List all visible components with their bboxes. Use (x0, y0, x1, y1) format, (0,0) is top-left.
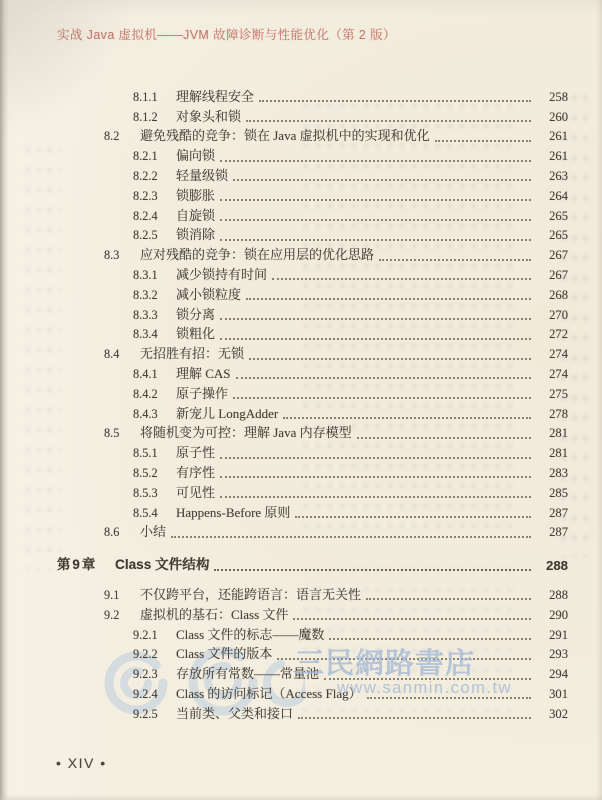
toc-entry-title: 轻量级锁 (176, 167, 229, 183)
toc-entry (0, 206, 602, 226)
dot-leader (298, 717, 531, 719)
toc-entry-number: 9.2.5 (133, 706, 158, 721)
dot-leader (379, 259, 531, 261)
toc-entry-page: 261 (549, 149, 568, 164)
toc-entry-number: 8.2.2 (133, 168, 158, 183)
toc-entry-page: 291 (549, 627, 568, 642)
watermark-url: www.sanmin.com.tw (337, 679, 512, 697)
toc-entry (0, 127, 602, 147)
dot-leader (283, 417, 531, 419)
toc-entry-number: 9.2.4 (133, 686, 158, 701)
book-title-header: 实战 Java 虚拟机——JVM 故障诊断与性能优化（第 2 版） (57, 28, 396, 42)
toc-entry-page: 263 (549, 168, 568, 183)
toc-entry (0, 265, 602, 285)
toc-entry-title: 不仅跨平台，还能跨语言：语言无关性 (140, 586, 362, 602)
dot-leader (357, 437, 531, 439)
toc-entry (0, 285, 602, 305)
scan-edge-right (596, 0, 602, 800)
dot-leader (220, 160, 531, 162)
toc-entry-number: 9.1 (104, 587, 120, 602)
toc-entry-number: 8.5.3 (133, 485, 158, 500)
toc-entry-page: 293 (549, 647, 568, 662)
dot-leader (233, 179, 531, 181)
page-number-footer: • XIV • (56, 755, 107, 771)
table-of-contents (0, 87, 602, 724)
scan-edge-left (0, 0, 9, 800)
dot-leader (236, 377, 531, 379)
toc-entry (0, 384, 602, 404)
dot-leader (233, 397, 531, 399)
toc-entry-page: 265 (549, 208, 568, 223)
toc-entry (0, 226, 602, 246)
toc-entry-number: 8.5 (104, 426, 120, 441)
toc-entry (0, 424, 602, 444)
toc-entry-page: 287 (549, 525, 568, 540)
toc-entry-number: 9.2.2 (133, 647, 158, 662)
dot-leader (220, 239, 531, 241)
toc-entry-page: 264 (549, 188, 568, 203)
toc-entry-number: 8.2.1 (133, 149, 158, 164)
toc-entry-page: 260 (549, 109, 568, 124)
dot-leader (295, 516, 531, 518)
toc-entry-title: 虚拟机的基石：Class 文件 (140, 606, 289, 622)
toc-entry-page: 274 (549, 347, 568, 362)
toc-entry (0, 404, 602, 424)
dot-leader (246, 120, 531, 122)
toc-entry-page: 288 (549, 587, 568, 602)
toc-entry-page: 268 (549, 287, 568, 302)
toc-entry-number: 8.2 (104, 129, 120, 144)
toc-entry-number: 8.4.2 (133, 386, 158, 401)
toc-entry-title: 避免残酷的竞争：锁在 Java 虚拟机中的实现和优化 (140, 128, 430, 144)
toc-entry (0, 555, 602, 575)
toc-entry-number: 8.2.5 (133, 228, 158, 243)
toc-entry-number: 8.3.3 (133, 307, 158, 322)
dot-leader (220, 219, 531, 221)
toc-entry-page: 261 (549, 129, 568, 144)
toc-entry-number: 8.5.2 (133, 465, 158, 480)
toc-entry-title: 减少锁持有时间 (176, 266, 268, 282)
toc-entry-number: 8.5.1 (133, 446, 158, 461)
toc-entry-title: 小结 (140, 524, 167, 540)
toc-entry-number: 8.3.2 (133, 287, 158, 302)
dot-leader (259, 100, 531, 102)
toc-entry-number: 8.3 (104, 248, 120, 263)
toc-entry-title: Class 文件结构 (115, 557, 210, 573)
watermark-store-name: 三民網路書店 (295, 648, 476, 680)
toc-entry-page: 270 (549, 307, 568, 322)
toc-entry-page: 278 (549, 406, 568, 421)
toc-entry-title: 对象头和锁 (176, 108, 242, 124)
dot-leader (220, 476, 531, 478)
toc-entry-number: 8.4 (104, 347, 120, 362)
scan-edge-bottom (0, 794, 602, 800)
toc-entry-page: 274 (549, 366, 568, 381)
toc-entry-title: 有序性 (176, 464, 216, 480)
toc-entry-page: 283 (549, 465, 568, 480)
toc-entry-title: 无招胜有招：无锁 (140, 346, 245, 362)
toc-entry-page: 275 (549, 386, 568, 401)
toc-entry-number: 8.2.3 (133, 188, 158, 203)
toc-entry (0, 305, 602, 325)
toc-entry-title: 锁粗化 (176, 326, 216, 342)
toc-entry-number: 8.1.1 (133, 89, 158, 104)
toc-entry-number: 9.2 (104, 607, 120, 622)
dot-leader (220, 338, 531, 340)
toc-entry-title: 锁膨胀 (176, 187, 216, 203)
dot-leader (329, 638, 531, 640)
toc-entry-title: Class 文件的版本 (176, 646, 273, 662)
toc-entry-number: 8.3.4 (133, 327, 158, 342)
toc-entry-page: 302 (549, 706, 568, 721)
toc-entry-title: 原子性 (176, 445, 216, 461)
dot-leader (272, 278, 531, 280)
toc-entry-title: Class 的访问标记（Access Flag） (176, 685, 362, 701)
dot-leader (220, 318, 531, 320)
toc-entry-page: 272 (549, 327, 568, 342)
toc-entry (0, 443, 602, 463)
toc-entry-number: 8.1.2 (133, 109, 158, 124)
toc-entry-title: 将随机变为可控：理解 Java 内存模型 (140, 425, 352, 441)
toc-entry-page: 258 (549, 89, 568, 104)
toc-entry (0, 463, 602, 483)
toc-entry-page: 267 (549, 248, 568, 263)
toc-entry-title: 存放所有常数——常量池 (176, 666, 320, 682)
toc-entry (0, 245, 602, 265)
toc-entry-page: 287 (549, 505, 568, 520)
toc-entry (0, 87, 602, 107)
toc-entry-title: Happens-Before 原则 (176, 504, 291, 520)
toc-entry-title: Class 文件的标志——魔数 (176, 626, 325, 642)
toc-entry-page: 288 (545, 558, 568, 574)
toc-entry (0, 523, 602, 543)
toc-entry (0, 364, 602, 384)
toc-entry-title: 理解线程安全 (176, 88, 255, 104)
toc-entry (0, 107, 602, 127)
toc-entry-title: 减小锁粒度 (176, 286, 242, 302)
dot-leader (293, 618, 531, 620)
toc-entry (0, 146, 602, 166)
toc-entry-title: 原子操作 (176, 385, 229, 401)
toc-entry-number: 8.4.3 (133, 406, 158, 421)
toc-entry-title: 当前类、父类和接口 (176, 705, 294, 721)
toc-entry-number: 8.3.1 (133, 267, 158, 282)
toc-entry-page: 294 (549, 667, 568, 682)
toc-entry-number: 8.5.4 (133, 505, 158, 520)
toc-entry (0, 585, 602, 605)
toc-entry-page: 301 (549, 686, 568, 701)
toc-entry-page: 267 (549, 267, 568, 282)
toc-entry (0, 503, 602, 523)
toc-entry (0, 483, 602, 503)
toc-entry-page: 265 (549, 228, 568, 243)
dot-leader (366, 598, 531, 600)
dot-leader (246, 298, 531, 300)
toc-entry-number: 8.4.1 (133, 366, 158, 381)
toc-entry-number: 9.2.3 (133, 667, 158, 682)
dot-leader (214, 569, 531, 571)
toc-entry-number: 9.2.1 (133, 627, 158, 642)
dot-leader (171, 536, 531, 538)
dot-leader (249, 358, 531, 360)
toc-entry (0, 325, 602, 345)
toc-entry (0, 166, 602, 186)
toc-entry-number: 8.6 (104, 525, 120, 540)
toc-entry (0, 344, 602, 364)
toc-entry-title: 可见性 (176, 484, 216, 500)
dot-leader (220, 496, 531, 498)
dot-leader (435, 140, 531, 142)
toc-entry (0, 186, 602, 206)
toc-entry (0, 605, 602, 625)
toc-entry-page: 285 (549, 485, 568, 500)
toc-entry-title: 新宠儿 LongAdder (176, 405, 279, 421)
toc-entry (0, 704, 602, 724)
toc-entry-page: 281 (549, 426, 568, 441)
toc-entry-title: 应对残酷的竞争：锁在应用层的优化思路 (140, 247, 375, 263)
toc-entry-title: 偏向锁 (176, 148, 216, 164)
toc-entry-title: 锁消除 (176, 227, 216, 243)
toc-entry-number: 第9章 (57, 557, 98, 573)
toc-entry-title: 自旋锁 (176, 207, 216, 223)
dot-leader (220, 457, 531, 459)
toc-entry-title: 锁分离 (176, 306, 216, 322)
toc-entry-number: 8.2.4 (133, 208, 158, 223)
dot-leader (220, 199, 531, 201)
toc-entry-page: 281 (549, 446, 568, 461)
toc-entry-title: 理解 CAS (176, 365, 231, 381)
toc-entry-page: 290 (549, 607, 568, 622)
